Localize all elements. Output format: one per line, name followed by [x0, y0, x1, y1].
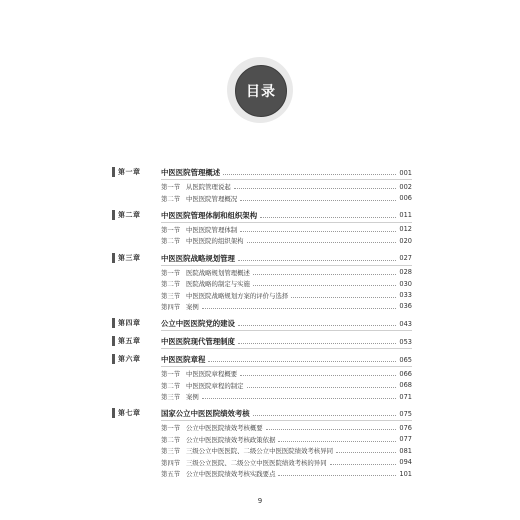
section-page-number: 081: [399, 446, 412, 455]
dot-leader: [253, 415, 397, 416]
chapter-title: 国家公立中医医院绩效考核: [161, 409, 250, 419]
chapter-number-badge: [112, 253, 154, 263]
chapter-number: 第三章: [118, 252, 141, 262]
section-label: 第四节: [161, 302, 181, 311]
chapter-divider: [161, 348, 412, 349]
section-row[interactable]: [161, 368, 412, 379]
section-page-number: 036: [399, 302, 412, 311]
chapter-number-badge: [112, 354, 154, 364]
section-page-number: 006: [399, 194, 412, 203]
section-row[interactable]: [161, 192, 412, 203]
section-list: [112, 420, 412, 479]
chapter-page-number: 065: [399, 355, 412, 364]
section-row[interactable]: [161, 380, 412, 391]
section-title: 案例: [186, 302, 199, 311]
dot-leader: [330, 464, 397, 465]
dot-leader: [253, 285, 397, 286]
chapter-row[interactable]: [112, 407, 412, 420]
chapter-page-number: 011: [399, 211, 412, 220]
section-row[interactable]: [161, 278, 412, 289]
section-row[interactable]: [161, 434, 412, 445]
chapter-divider: [161, 179, 412, 180]
section-title: 从医院管理说起: [186, 183, 231, 192]
section-label: 第一节: [161, 370, 181, 379]
chapter-page-number: 027: [399, 254, 412, 263]
section-label: 第三节: [161, 393, 181, 402]
chapter-divider: [161, 366, 412, 367]
page-title: 目录: [246, 84, 276, 100]
chapter-title-line: [161, 335, 412, 348]
dot-leader: [240, 375, 396, 376]
dot-leader: [278, 475, 396, 476]
toc-chapter: [112, 166, 412, 204]
section-row[interactable]: [161, 456, 412, 467]
chapter-number-badge: [112, 210, 154, 220]
section-label: 第二节: [161, 381, 181, 390]
chapter-marker-bar: [112, 354, 115, 364]
dot-leader: [208, 361, 396, 362]
toc-chapter: [112, 353, 412, 402]
chapter-row[interactable]: [112, 252, 412, 265]
section-row[interactable]: [161, 224, 412, 235]
dot-leader: [247, 387, 397, 388]
section-title: 三级公立医院、二级公立中医医院绩效考核的异同: [186, 458, 327, 467]
dot-leader: [266, 429, 397, 430]
toc-chapter: [112, 335, 412, 348]
chapter-number: 第一章: [118, 167, 141, 176]
chapter-row[interactable]: [112, 209, 412, 222]
section-label: 第二节: [161, 435, 181, 444]
section-label: 第一节: [161, 183, 181, 192]
chapter-divider: [161, 330, 412, 331]
chapter-title-line: [161, 252, 412, 265]
section-title: 中医医院战略规划方案的评价与选择: [186, 291, 289, 300]
chapter-title-line: [161, 209, 412, 222]
chapter-page-number: 053: [399, 337, 412, 346]
chapter-page-number: 043: [399, 319, 412, 328]
chapter-number: 第六章: [118, 354, 141, 364]
chapter-divider: [161, 265, 412, 266]
chapter-number-badge: [112, 408, 154, 418]
toc-chapter: [112, 209, 412, 247]
dot-leader: [291, 297, 396, 298]
section-title: 公立中医医院绩效考核政策依据: [186, 435, 276, 444]
chapter-number-badge: [112, 336, 154, 346]
section-title: 中医医院管理概况: [186, 194, 238, 203]
section-row[interactable]: [161, 445, 412, 456]
section-row[interactable]: [161, 391, 412, 402]
chapter-marker-bar: [112, 318, 115, 328]
chapter-page-number: 075: [399, 409, 412, 418]
section-title: 三级公立中医医院、二级公立中医医院绩效考核异同: [186, 447, 333, 456]
chapter-page-number: 001: [399, 168, 412, 177]
chapter-number: 第二章: [118, 209, 141, 219]
chapter-marker-bar: [112, 167, 115, 177]
section-label: 第三节: [161, 291, 181, 300]
chapter-marker-bar: [112, 408, 115, 418]
chapter-divider: [161, 420, 412, 421]
chapter-title-line: [161, 353, 412, 366]
section-label: 第二节: [161, 280, 181, 289]
section-row[interactable]: [161, 181, 412, 192]
toc-chapter: [112, 252, 412, 313]
chapter-title-line: [161, 166, 412, 179]
section-row[interactable]: [161, 235, 412, 246]
section-page-number: 101: [399, 469, 412, 478]
section-page-number: 030: [399, 279, 412, 288]
dot-leader: [247, 242, 397, 243]
section-page-number: 094: [399, 458, 412, 467]
section-title: 公立中医医院绩效考核实践要点: [186, 470, 276, 479]
section-title: 医院战略的制定与实施: [186, 280, 250, 289]
section-page-number: 066: [399, 369, 412, 378]
chapter-number: 第五章: [118, 336, 141, 346]
section-page-number: 028: [399, 268, 412, 277]
section-label: 第一节: [161, 424, 181, 433]
section-page-number: 068: [399, 381, 412, 390]
section-title: 公立中医医院绩效考核概要: [186, 424, 263, 433]
section-page-number: 020: [399, 236, 412, 245]
section-title: 中医医院章程的制定: [186, 381, 244, 390]
chapter-title-line: [161, 317, 412, 330]
dot-leader: [238, 343, 396, 344]
chapter-row[interactable]: [112, 353, 412, 366]
section-title: 中医医院章程概要: [186, 370, 238, 379]
dot-leader: [253, 274, 397, 275]
page-number: 9: [257, 497, 263, 505]
section-page-number: 071: [399, 392, 412, 401]
chapter-title: 中医医院管理体制和组织架构: [161, 210, 258, 220]
section-page-number: 033: [399, 291, 412, 300]
dot-leader: [202, 308, 397, 309]
section-label: 第五节: [161, 470, 181, 479]
chapter-number: 第七章: [118, 408, 141, 418]
section-label: 第二节: [161, 194, 181, 203]
table-of-contents: [112, 166, 412, 484]
section-label: 第二节: [161, 237, 181, 246]
section-row[interactable]: [161, 289, 412, 300]
chapter-number: 第四章: [118, 318, 141, 328]
toc-chapter: [112, 317, 412, 330]
dot-leader: [238, 325, 396, 326]
chapter-title: 中医医院章程: [161, 355, 206, 365]
section-label: 第三节: [161, 447, 181, 456]
section-label: 第一节: [161, 268, 181, 277]
toc-chapter: [112, 407, 412, 479]
section-page-number: 002: [399, 182, 412, 191]
chapter-marker-bar: [112, 336, 115, 346]
chapter-title-line: [161, 407, 412, 420]
chapter-number-badge: [112, 167, 154, 177]
chapter-row[interactable]: [112, 317, 412, 330]
section-page-number: 076: [399, 423, 412, 432]
chapter-number-badge: [112, 318, 154, 328]
dot-leader: [202, 398, 397, 399]
dot-leader: [234, 188, 397, 189]
toc-title-badge: [227, 57, 293, 123]
chapter-marker-bar: [112, 253, 115, 263]
section-label: 第一节: [161, 225, 181, 234]
chapter-title: 中医医院现代管理制度: [161, 337, 235, 347]
section-row[interactable]: [161, 267, 412, 278]
chapter-title: 中医医院战略规划管理: [161, 253, 235, 263]
section-title: 中医医院管理体制: [186, 225, 238, 234]
section-title: 案例: [186, 393, 199, 402]
section-page-number: 077: [399, 435, 412, 444]
section-title: 中医医院的组织架构: [186, 237, 244, 246]
section-title: 医院战略规划管理概述: [186, 268, 250, 277]
dot-leader: [260, 217, 396, 218]
section-list: [112, 366, 412, 402]
section-row[interactable]: [161, 301, 412, 312]
chapter-title: 中医医院管理概述: [161, 168, 221, 177]
chapter-row[interactable]: [112, 166, 412, 179]
section-list: [112, 179, 412, 204]
chapter-row[interactable]: [112, 335, 412, 348]
section-page-number: 012: [399, 225, 412, 234]
chapter-divider: [161, 222, 412, 223]
dot-leader: [240, 231, 396, 232]
badge-inner-circle: [235, 65, 287, 117]
section-label: 第四节: [161, 458, 181, 467]
section-list: [112, 265, 412, 313]
section-list: [112, 222, 412, 247]
dot-leader: [240, 200, 396, 201]
dot-leader: [336, 452, 396, 453]
section-row[interactable]: [161, 468, 412, 479]
chapter-title: 公立中医医院党的建设: [161, 319, 235, 329]
dot-leader: [278, 441, 396, 442]
section-row[interactable]: [161, 422, 412, 433]
dot-leader: [223, 174, 396, 175]
chapter-marker-bar: [112, 210, 115, 220]
dot-leader: [238, 260, 396, 261]
